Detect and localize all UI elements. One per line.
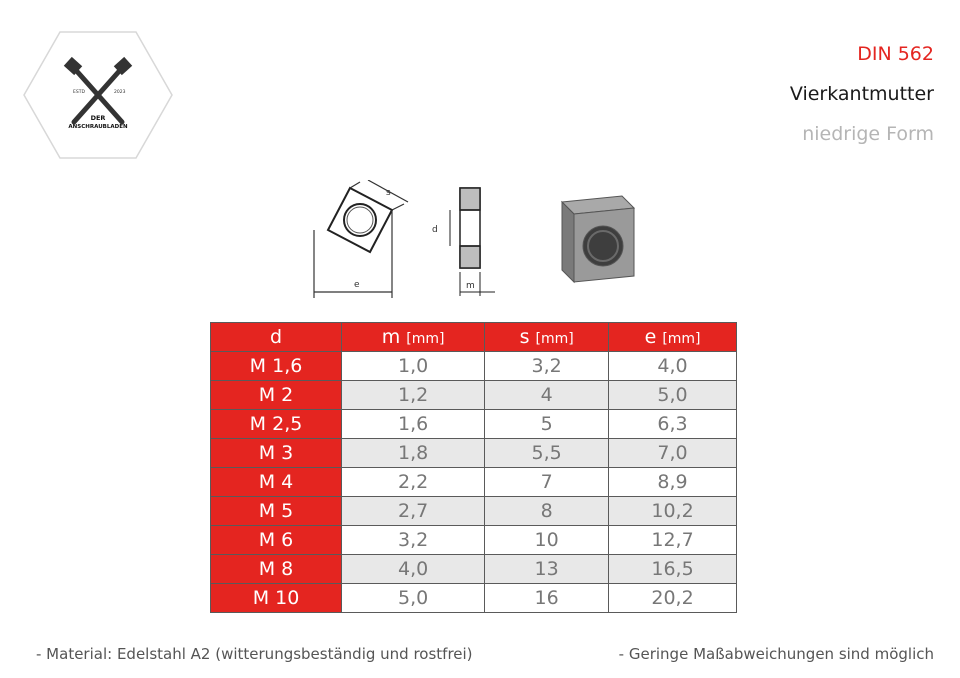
material-note: - Material: Edelstahl A2 (witterungsbeständig und rostfrei) (36, 645, 473, 663)
product-variant: niedrige Form (802, 123, 934, 145)
title-block (790, 40, 934, 148)
table-row (211, 526, 737, 555)
logo-estd: ESTD (73, 90, 85, 95)
cell-m: 1,2 (342, 381, 485, 410)
table-row (211, 497, 737, 526)
table-header-row (211, 323, 737, 352)
table-row (211, 410, 737, 439)
tolerance-note: - Geringe Maßabweichungen sind möglich (618, 645, 934, 663)
technical-drawings (300, 180, 660, 300)
cell-e: 16,5 (609, 555, 737, 584)
cell-e: 7,0 (609, 439, 737, 468)
cell-e: 12,7 (609, 526, 737, 555)
nut-3d-render (562, 196, 634, 282)
cell-e: 4,0 (609, 352, 737, 381)
cell-s: 3,2 (485, 352, 609, 381)
cell-s: 4 (485, 381, 609, 410)
header-s: s [mm] (485, 323, 609, 352)
cell-s: 5 (485, 410, 609, 439)
cell-m: 1,6 (342, 410, 485, 439)
cell-d: M 2 (211, 381, 342, 410)
cell-e: 10,2 (609, 497, 737, 526)
cell-d: M 6 (211, 526, 342, 555)
cell-d: M 4 (211, 468, 342, 497)
cell-d: M 1,6 (211, 352, 342, 381)
cell-e: 6,3 (609, 410, 737, 439)
cell-m: 1,8 (342, 439, 485, 468)
header-m: m [mm] (342, 323, 485, 352)
cell-e: 20,2 (609, 584, 737, 613)
cell-m: 3,2 (342, 526, 485, 555)
logo-line2: ANSCHRAUBLADEN (68, 124, 128, 130)
cell-d: M 8 (211, 555, 342, 584)
table-row (211, 584, 737, 613)
cell-d: M 3 (211, 439, 342, 468)
cell-s: 7 (485, 468, 609, 497)
cell-d: M 10 (211, 584, 342, 613)
cell-s: 8 (485, 497, 609, 526)
label-m: m (466, 281, 475, 291)
cell-s: 16 (485, 584, 609, 613)
front-view-drawing (314, 180, 408, 298)
cell-d: M 5 (211, 497, 342, 526)
cell-m: 4,0 (342, 555, 485, 584)
table-row (211, 555, 737, 584)
logo-line1: DER (90, 114, 106, 122)
dimension-table (210, 322, 737, 613)
side-view-drawing (450, 188, 495, 296)
cell-e: 5,0 (609, 381, 737, 410)
header-d: d (211, 323, 342, 352)
table-row (211, 352, 737, 381)
cell-s: 5,5 (485, 439, 609, 468)
cell-m: 5,0 (342, 584, 485, 613)
cell-s: 13 (485, 555, 609, 584)
table-row (211, 439, 737, 468)
cell-e: 8,9 (609, 468, 737, 497)
header-e: e [mm] (609, 323, 737, 352)
brand-logo (22, 30, 174, 160)
cell-s: 10 (485, 526, 609, 555)
table-row (211, 381, 737, 410)
cell-m: 2,7 (342, 497, 485, 526)
label-s: s (386, 188, 391, 198)
cell-m: 1,0 (342, 352, 485, 381)
norm-title: DIN 562 (857, 43, 934, 65)
label-e: e (354, 280, 360, 290)
cell-m: 2,2 (342, 468, 485, 497)
label-d: d (432, 225, 438, 235)
product-name: Vierkantmutter (789, 83, 934, 105)
cell-d: M 2,5 (211, 410, 342, 439)
table-row (211, 468, 737, 497)
logo-year: 2023 (114, 90, 126, 95)
